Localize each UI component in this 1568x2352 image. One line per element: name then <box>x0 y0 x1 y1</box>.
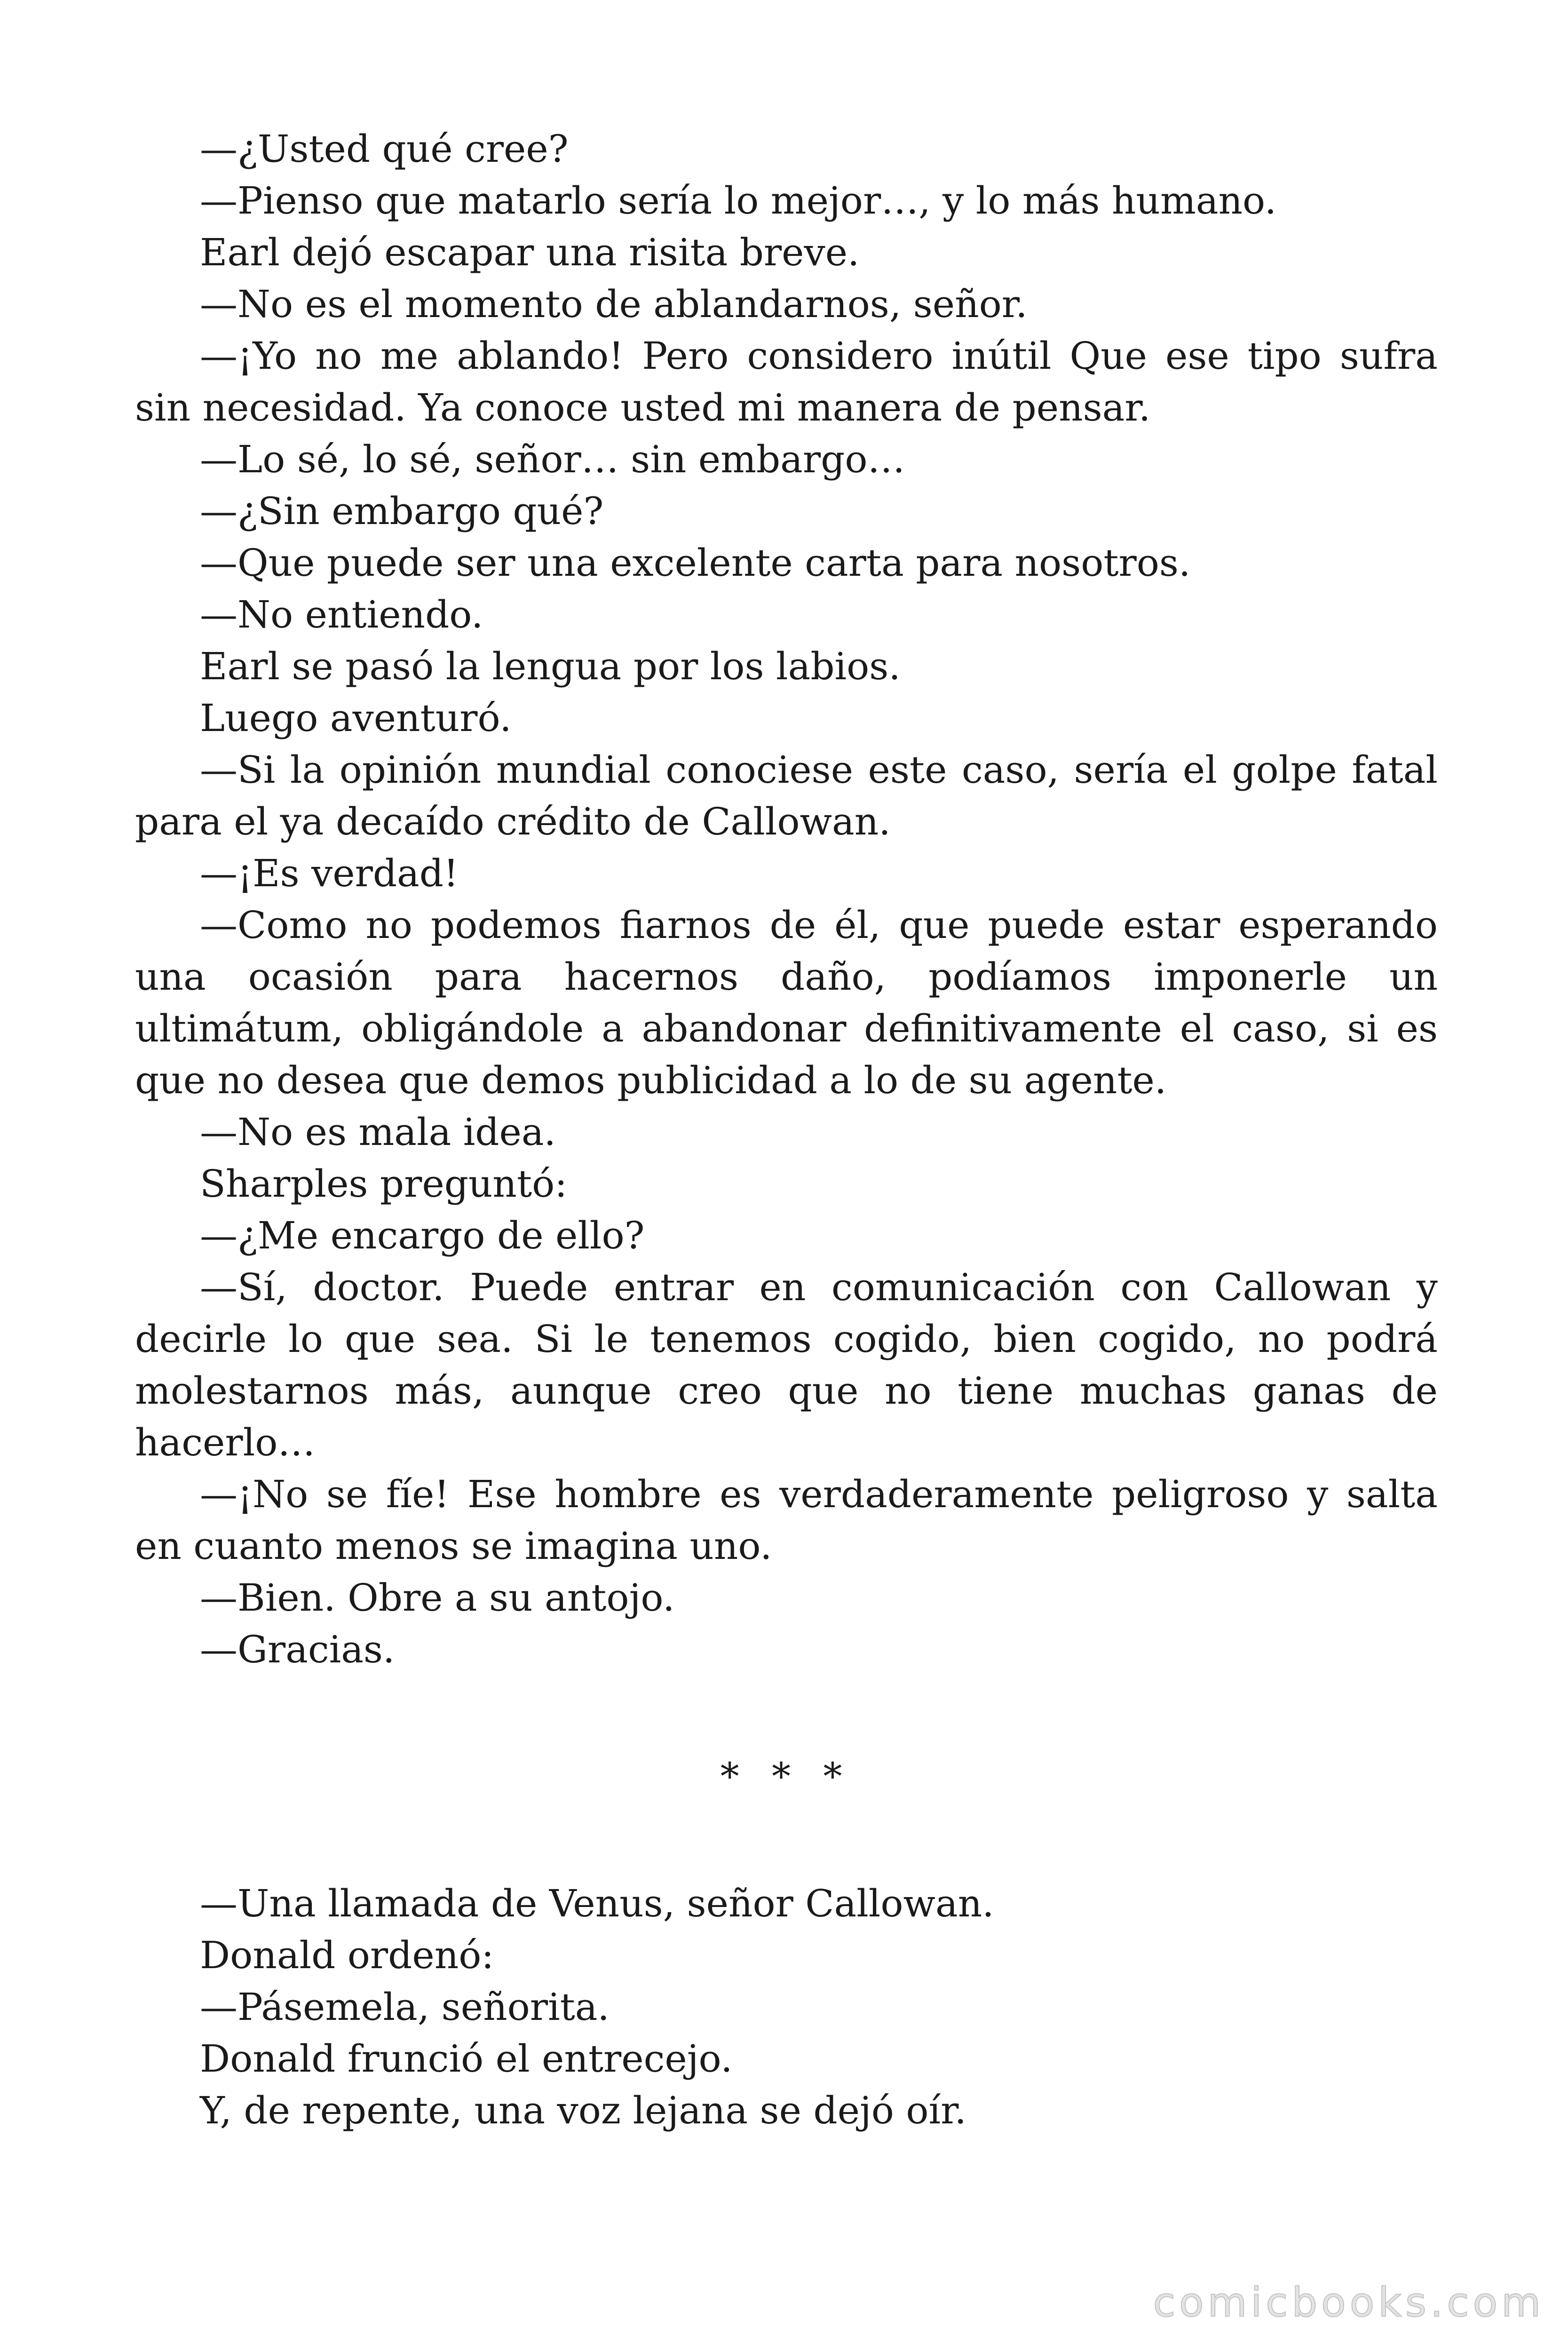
paragraph: —No entiendo. <box>200 593 483 636</box>
paragraph: —Sí, doctor. Puede entrar en comunicación con Callowan y decirle lo que sea. Si le tenemos cogido, bien cogido, no podrá molestarnos más, aunque creo que no tiene muchas ganas de hacerlo… <box>135 1265 1438 1464</box>
paragraph: —¡No se fíe! Ese hombre es verdaderamente peligroso y salta en cuanto menos se imagina uno. <box>135 1472 1438 1568</box>
paragraph: —Lo sé, lo sé, señor… sin embargo… <box>200 437 905 481</box>
paragraph: Luego aventuró. <box>200 696 512 740</box>
paragraph: Sharples preguntó: <box>200 1162 568 1206</box>
paragraph: —¿Sin embargo qué? <box>200 489 604 533</box>
paragraph: —No es mala idea. <box>200 1110 556 1154</box>
paragraph: —¡Yo no me ablando! Pero considero inútil Que ese tipo sufra sin necesidad. Ya conoce usted mi manera de pensar. <box>135 334 1438 429</box>
paragraph: —¿Usted qué cree? <box>200 127 569 171</box>
paragraph: Donald ordenó: <box>200 1933 494 1977</box>
paragraph: Y, de repente, una voz lejana se dejó oír. <box>200 2089 966 2132</box>
paragraph: —Que puede ser una excelente carta para nosotros. <box>200 541 1191 585</box>
paragraph: —Gracias. <box>200 1628 395 1671</box>
paragraph: —Pásemela, señorita. <box>200 1985 610 2029</box>
paragraph: Earl dejó escapar una risita breve. <box>200 230 860 274</box>
paragraph: —Pienso que matarlo sería lo mejor…, y lo más humano. <box>200 179 1277 222</box>
paragraph: Donald frunció el entrecejo. <box>200 2037 733 2081</box>
paragraph: —Si la opinión mundial conociese este caso, sería el golpe fatal para el ya decaído crédito de Callowan. <box>135 748 1438 843</box>
paragraph: —No es el momento de ablandarnos, señor. <box>200 282 1028 326</box>
paragraph: Earl se pasó la lengua por los labios. <box>200 644 901 688</box>
paragraph: —Una llamada de Venus, señor Callowan. <box>200 1882 994 1925</box>
paragraph: —Como no podemos fiarnos de él, que puede estar esperando una ocasión para hacernos daño, podíamos imponerle un ultimátum, obligándole a abandonar definitivamente el caso, si es que no desea que demos publicidad a lo de su agente. <box>135 903 1438 1102</box>
watermark: comicbooks.com <box>1153 2279 1544 2326</box>
paragraph: —Bien. Obre a su antojo. <box>200 1576 675 1620</box>
paragraph: —¡Es verdad! <box>200 851 459 895</box>
scene-separator: * * * <box>720 1755 853 1798</box>
paragraph: —¿Me encargo de ello? <box>200 1214 645 1257</box>
text-body <box>135 123 1438 2137</box>
